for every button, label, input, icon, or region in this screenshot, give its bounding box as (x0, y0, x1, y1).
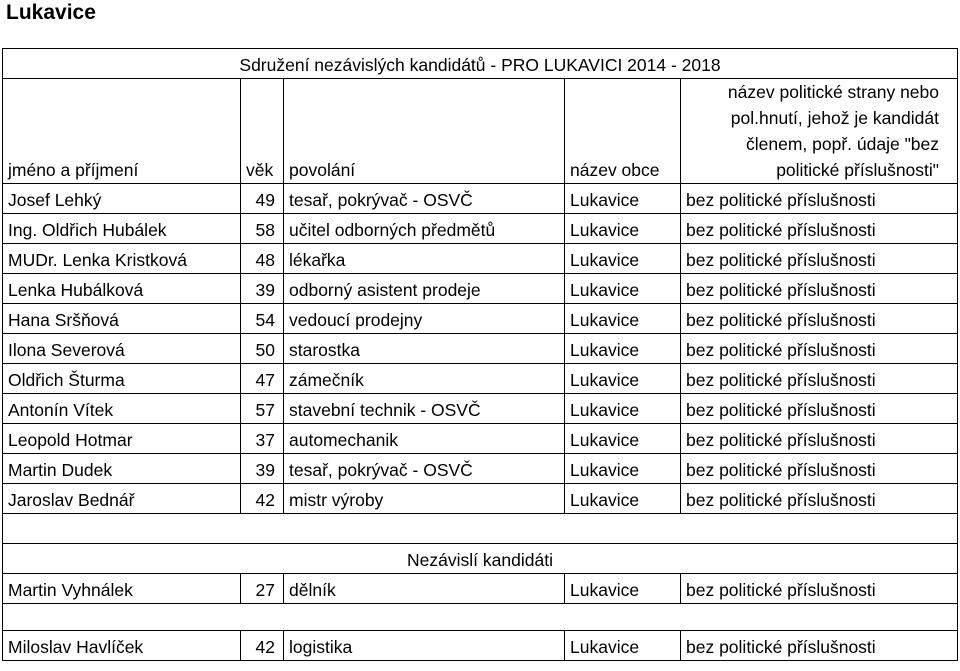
candidate-occupation: vedoucí prodejny (284, 304, 565, 334)
candidate-name: Lenka Hubálková (3, 274, 241, 304)
candidates-table (2, 48, 958, 661)
table-row (3, 484, 958, 514)
candidate-party: bez politické příslušnosti (681, 454, 958, 484)
candidate-age: 54 (241, 304, 284, 334)
page-title: Lukavice (6, 1, 96, 24)
candidate-age: 48 (241, 244, 284, 274)
candidate-age: 39 (241, 274, 284, 304)
section-title-row (3, 49, 958, 79)
table-row (3, 454, 958, 484)
candidate-town: Lukavice (565, 484, 681, 514)
candidate-party: bez politické příslušnosti (681, 184, 958, 214)
table-row (3, 244, 958, 274)
candidate-occupation: učitel odborných předmětů (284, 214, 565, 244)
candidate-town: Lukavice (565, 184, 681, 214)
candidate-name: Ing. Oldřich Hubálek (3, 214, 241, 244)
candidate-occupation: zámečník (284, 364, 565, 394)
table-row (3, 214, 958, 244)
candidate-name: Oldřich Šturma (3, 364, 241, 394)
candidate-age: 42 (241, 631, 284, 661)
candidate-age: 47 (241, 364, 284, 394)
candidate-party: bez politické příslušnosti (681, 214, 958, 244)
header-party: název politické strany nebo pol.hnutí, jehož je kandidát členem, popř. údaje "bez politické příslušnosti" (681, 79, 958, 184)
candidate-party: bez politické příslušnosti (681, 334, 958, 364)
candidate-town: Lukavice (565, 244, 681, 274)
table-row (3, 334, 958, 364)
candidate-occupation: mistr výroby (284, 484, 565, 514)
header-name: jméno a příjmení (3, 79, 241, 184)
candidate-age: 58 (241, 214, 284, 244)
candidate-party: bez politické příslušnosti (681, 394, 958, 424)
table-row (3, 184, 958, 214)
candidate-age: 42 (241, 484, 284, 514)
candidate-occupation: tesař, pokrývač - OSVČ (284, 454, 565, 484)
candidate-town: Lukavice (565, 274, 681, 304)
candidate-name: Jaroslav Bednář (3, 484, 241, 514)
candidate-town: Lukavice (565, 631, 681, 661)
candidate-town: Lukavice (565, 424, 681, 454)
candidate-occupation: starostka (284, 334, 565, 364)
candidate-age: 57 (241, 394, 284, 424)
candidate-occupation: automechanik (284, 424, 565, 454)
candidate-town: Lukavice (565, 574, 681, 604)
candidate-occupation: tesař, pokrývač - OSVČ (284, 184, 565, 214)
candidate-age: 37 (241, 424, 284, 454)
candidate-name: Martin Dudek (3, 454, 241, 484)
candidate-town: Lukavice (565, 304, 681, 334)
candidate-occupation: dělník (284, 574, 565, 604)
section-title: Nezávislí kandidáti (3, 544, 958, 574)
candidate-town: Lukavice (565, 214, 681, 244)
header-row (3, 79, 958, 184)
candidate-occupation: logistika (284, 631, 565, 661)
candidate-age: 27 (241, 574, 284, 604)
blank-row (3, 604, 958, 631)
candidate-name: Antonín Vítek (3, 394, 241, 424)
table-row (3, 574, 958, 604)
section-title-row (3, 544, 958, 574)
candidate-occupation: stavební technik - OSVČ (284, 394, 565, 424)
candidate-name: Miloslav Havlíček (3, 631, 241, 661)
candidate-name: Hana Sršňová (3, 304, 241, 334)
header-occupation: povolání (284, 79, 565, 184)
candidate-occupation: odborný asistent prodeje (284, 274, 565, 304)
candidate-party: bez politické příslušnosti (681, 574, 958, 604)
candidate-age: 50 (241, 334, 284, 364)
candidate-town: Lukavice (565, 394, 681, 424)
candidate-name: Leopold Hotmar (3, 424, 241, 454)
table-row (3, 394, 958, 424)
section-title: Sdružení nezávislých kandidátů - PRO LUKAVICI 2014 - 2018 (3, 49, 958, 79)
candidate-town: Lukavice (565, 334, 681, 364)
table-row (3, 424, 958, 454)
candidate-party: bez politické příslušnosti (681, 631, 958, 661)
candidate-name: Josef Lehký (3, 184, 241, 214)
table-row (3, 304, 958, 334)
candidate-name: Martin Vyhnálek (3, 574, 241, 604)
candidate-town: Lukavice (565, 364, 681, 394)
candidate-occupation: lékařka (284, 244, 565, 274)
candidate-name: MUDr. Lenka Kristková (3, 244, 241, 274)
header-age: věk (241, 79, 284, 184)
table-row (3, 364, 958, 394)
candidate-town: Lukavice (565, 454, 681, 484)
blank-row (3, 514, 958, 544)
candidate-party: bez politické příslušnosti (681, 424, 958, 454)
table-row (3, 631, 958, 661)
candidate-party: bez politické příslušnosti (681, 244, 958, 274)
candidate-party: bez politické příslušnosti (681, 274, 958, 304)
candidate-age: 39 (241, 454, 284, 484)
table-row (3, 274, 958, 304)
candidate-name: Ilona Severová (3, 334, 241, 364)
candidate-party: bez politické příslušnosti (681, 484, 958, 514)
candidate-party: bez politické příslušnosti (681, 304, 958, 334)
candidate-age: 49 (241, 184, 284, 214)
candidate-party: bez politické příslušnosti (681, 364, 958, 394)
header-town: název obce (565, 79, 681, 184)
